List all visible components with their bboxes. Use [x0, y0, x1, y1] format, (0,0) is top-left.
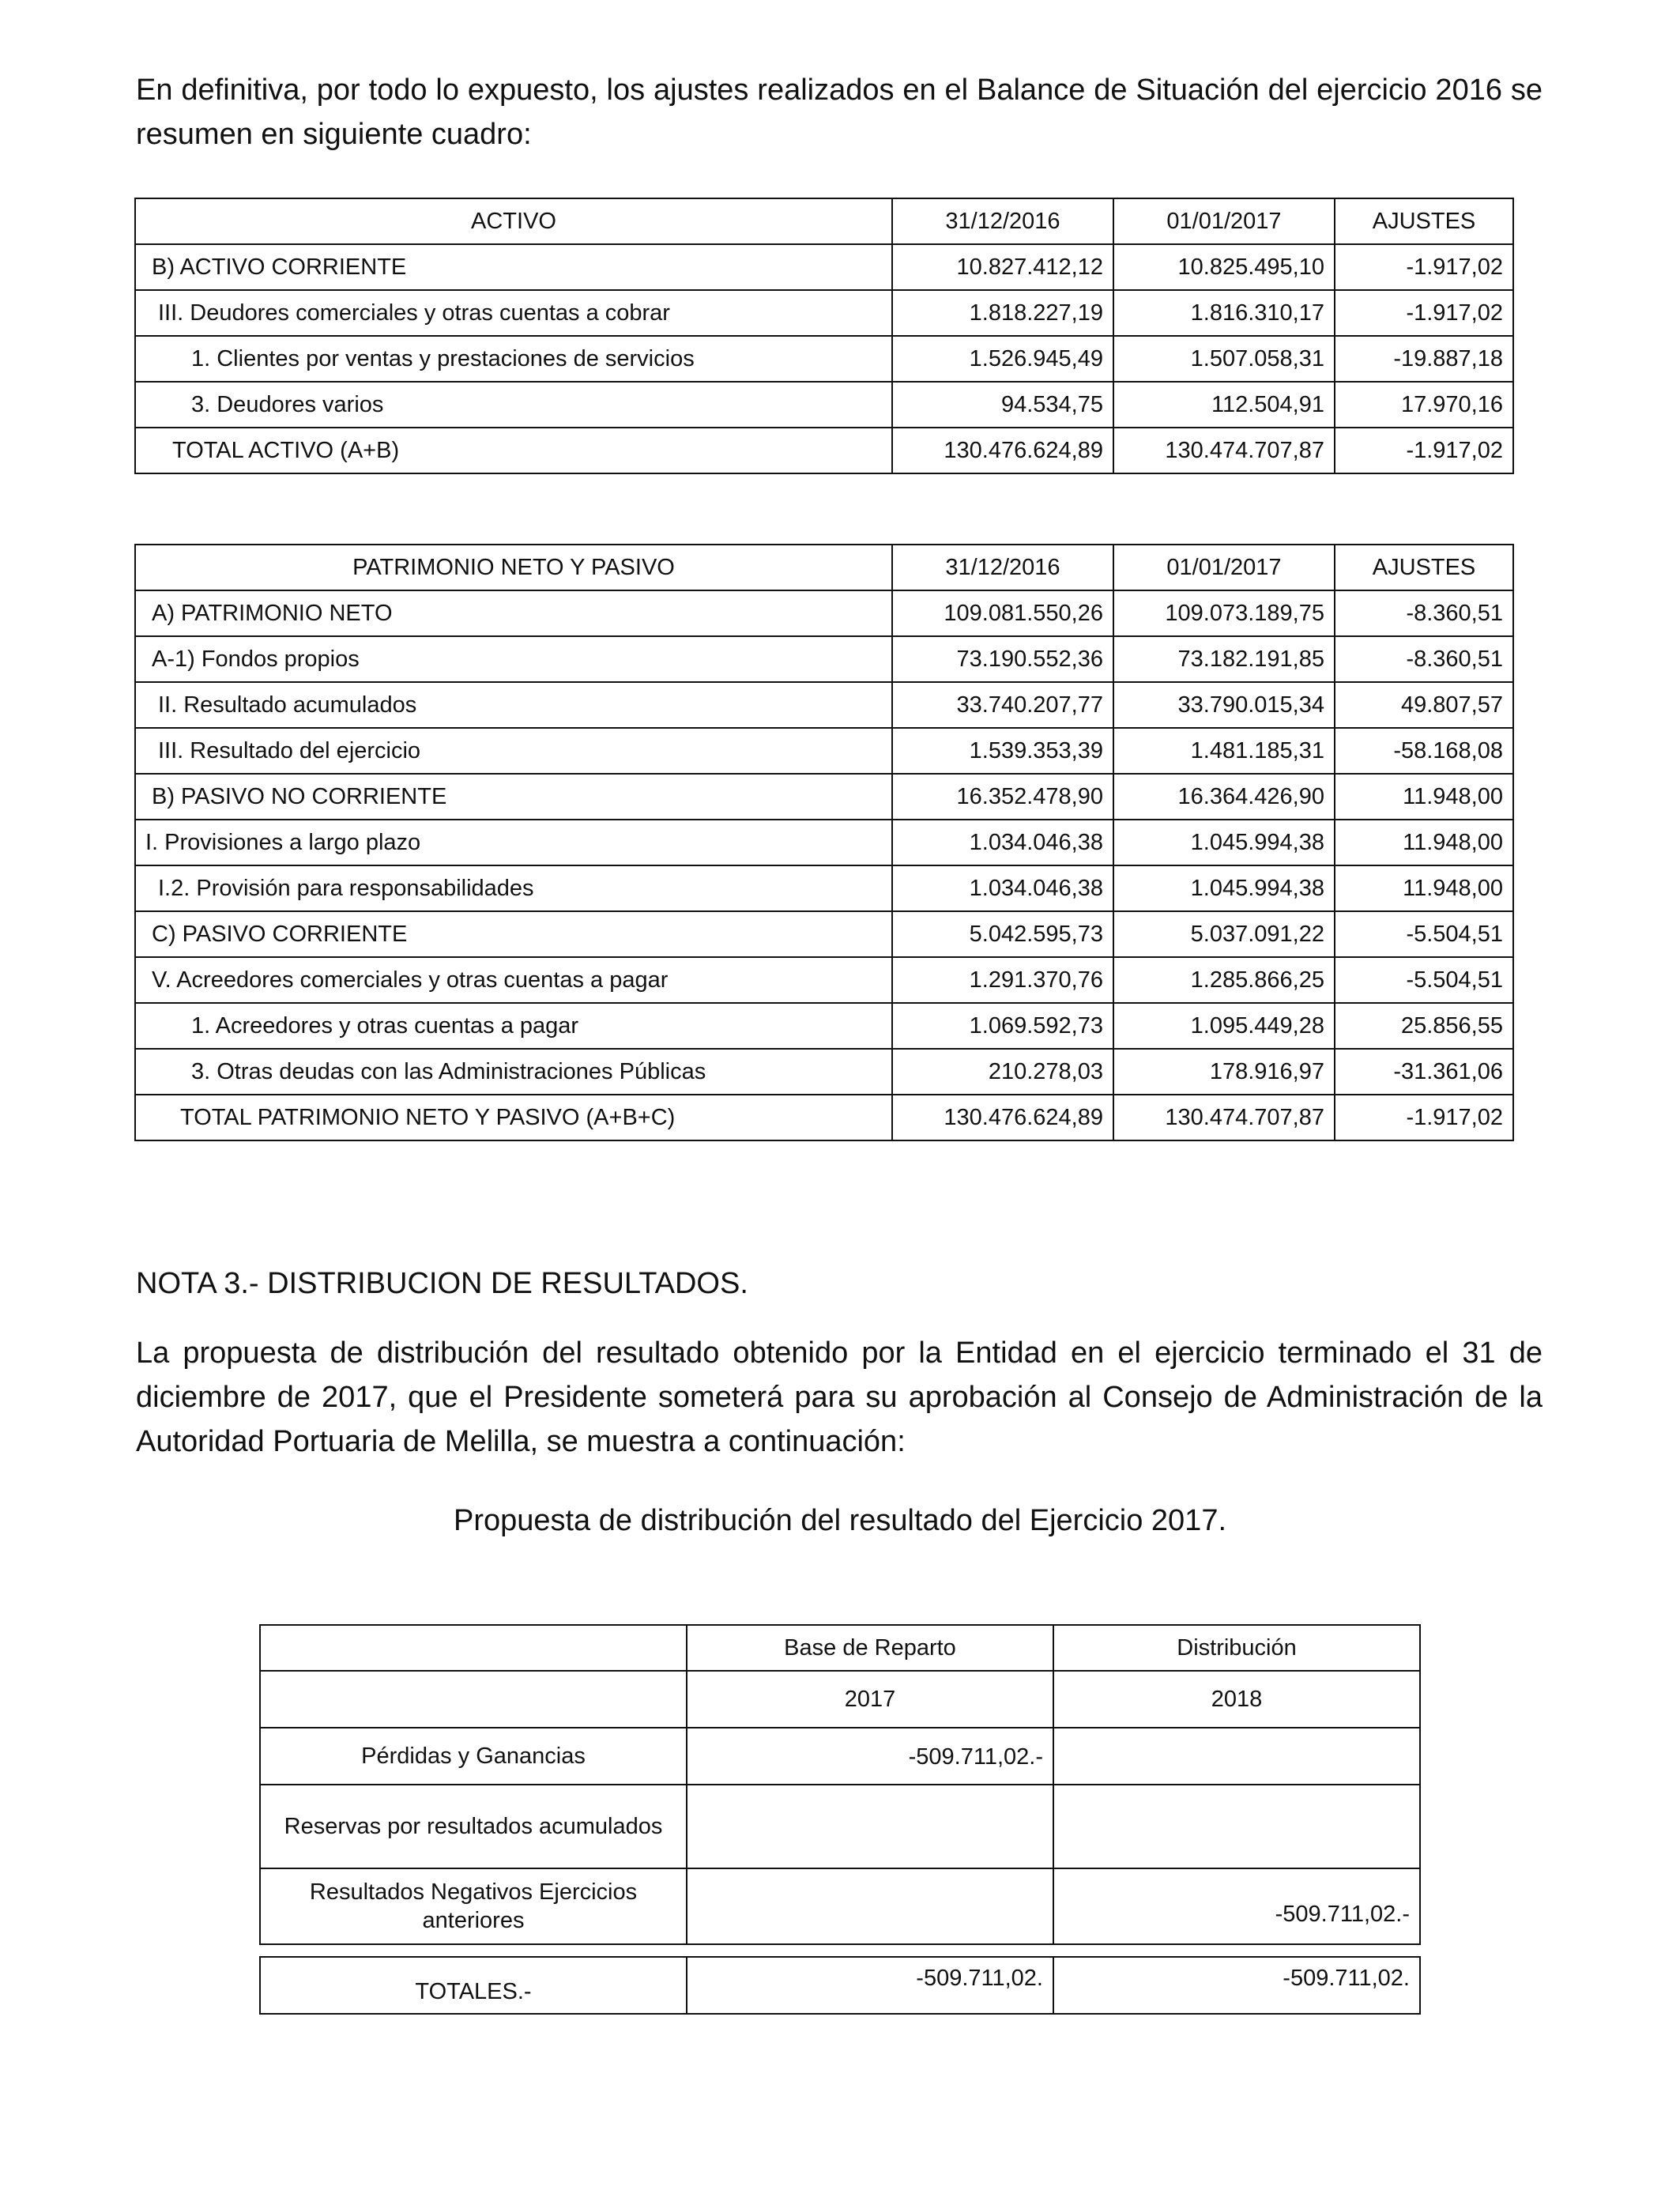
dist-row-base	[687, 1868, 1053, 1944]
row-ajuste: -58.168,08	[1335, 728, 1513, 774]
dist-year-row	[260, 1671, 1420, 1728]
row-value-2017: 1.285.866,25	[1113, 957, 1335, 1003]
row-value-2017: 112.504,91	[1113, 382, 1335, 428]
table-row	[135, 728, 1513, 774]
row-value-2016: 1.291.370,76	[892, 957, 1113, 1003]
table-row	[260, 1868, 1420, 1944]
dist-row-dist	[1053, 1728, 1420, 1785]
row-value-2016: 130.476.624,89	[892, 428, 1113, 473]
pasivo-header-label: PATRIMONIO NETO Y PASIVO	[135, 545, 892, 590]
pasivo-header-ajustes: AJUSTES	[1335, 545, 1513, 590]
table-row	[135, 1049, 1513, 1095]
row-value-2016: 94.534,75	[892, 382, 1113, 428]
row-value-2017: 1.095.449,28	[1113, 1003, 1335, 1049]
table-row	[135, 957, 1513, 1003]
distribution-totals-table	[259, 1956, 1421, 2015]
row-value-2017: 130.474.707,87	[1113, 1095, 1335, 1140]
nota-paragraph: La propuesta de distribución del resultado obtenido por la Entidad en el ejercicio terminado el 31 de diciembre de 2017, que el Presidente someterá para su aprobación al Consejo de Administración de la Autoridad Portuaria de Melilla, se muestra a continuación:	[136, 1336, 1543, 1458]
row-value-2017: 178.916,97	[1113, 1049, 1335, 1095]
row-label: B) PASIVO NO CORRIENTE	[135, 774, 892, 820]
row-ajuste: 25.856,55	[1335, 1003, 1513, 1049]
table-row	[135, 774, 1513, 820]
row-value-2017: 10.825.495,10	[1113, 244, 1335, 290]
dist-totals-base: -509.711,02.	[687, 1957, 1053, 2014]
pasivo-table	[134, 544, 1514, 1141]
row-value-2017: 1.045.994,38	[1113, 820, 1335, 865]
row-value-2016: 109.081.550,26	[892, 590, 1113, 636]
dist-row-base: -509.711,02.-	[687, 1728, 1053, 1785]
table-row	[260, 1728, 1420, 1785]
row-value-2017: 16.364.426,90	[1113, 774, 1335, 820]
table-row	[135, 428, 1513, 473]
dist-totals-dist: -509.711,02.	[1053, 1957, 1420, 2014]
row-label: II. Resultado acumulados	[135, 682, 892, 728]
table-row	[135, 636, 1513, 682]
row-value-2017: 1.481.185,31	[1113, 728, 1335, 774]
distribution-caption: Propuesta de distribución del resultado del Ejercicio 2017.	[453, 1504, 1227, 1537]
activo-table	[134, 198, 1514, 474]
table-row	[135, 244, 1513, 290]
row-ajuste: -1.917,02	[1335, 1095, 1513, 1140]
dist-header-empty	[260, 1625, 687, 1671]
table-row	[260, 1785, 1420, 1868]
activo-header-row	[135, 198, 1513, 244]
row-ajuste: 49.807,57	[1335, 682, 1513, 728]
dist-row-dist: -509.711,02.-	[1053, 1868, 1420, 1944]
activo-header-label: ACTIVO	[135, 198, 892, 244]
distribution-table	[259, 1624, 1421, 1945]
row-label: V. Acreedores comerciales y otras cuentas a pagar	[135, 957, 892, 1003]
row-value-2017: 130.474.707,87	[1113, 428, 1335, 473]
table-row	[135, 336, 1513, 382]
dist-row-base	[687, 1785, 1053, 1868]
dist-header-dist: Distribución	[1053, 1625, 1420, 1671]
table-row	[135, 590, 1513, 636]
row-value-2016: 73.190.552,36	[892, 636, 1113, 682]
row-value-2017: 1.816.310,17	[1113, 290, 1335, 336]
row-value-2016: 1.034.046,38	[892, 820, 1113, 865]
row-label: 1. Clientes por ventas y prestaciones de servicios	[135, 336, 892, 382]
table-row	[135, 865, 1513, 911]
dist-totals-label: TOTALES.-	[260, 1957, 687, 2014]
row-value-2016: 1.539.353,39	[892, 728, 1113, 774]
table-row	[135, 382, 1513, 428]
row-label: B) ACTIVO CORRIENTE	[135, 244, 892, 290]
pasivo-header-row	[135, 545, 1513, 590]
row-value-2016: 1.069.592,73	[892, 1003, 1113, 1049]
activo-header-ajustes: AJUSTES	[1335, 198, 1513, 244]
row-value-2016: 33.740.207,77	[892, 682, 1113, 728]
row-value-2017: 33.790.015,34	[1113, 682, 1335, 728]
dist-year-base: 2017	[687, 1671, 1053, 1728]
row-label: A-1) Fondos propios	[135, 636, 892, 682]
table-row	[135, 1003, 1513, 1049]
row-value-2016: 210.278,03	[892, 1049, 1113, 1095]
row-value-2016: 1.034.046,38	[892, 865, 1113, 911]
row-label: 1. Acreedores y otras cuentas a pagar	[135, 1003, 892, 1049]
row-label: I. Provisiones a largo plazo	[135, 820, 892, 865]
row-label: TOTAL ACTIVO (A+B)	[135, 428, 892, 473]
nota-heading: NOTA 3.- DISTRIBUCION DE RESULTADOS.	[136, 1267, 748, 1300]
row-ajuste: -1.917,02	[1335, 244, 1513, 290]
row-value-2016: 10.827.412,12	[892, 244, 1113, 290]
row-label: III. Deudores comerciales y otras cuentas a cobrar	[135, 290, 892, 336]
row-value-2017: 5.037.091,22	[1113, 911, 1335, 957]
row-ajuste: -8.360,51	[1335, 590, 1513, 636]
row-ajuste: -31.361,06	[1335, 1049, 1513, 1095]
row-value-2017: 1.507.058,31	[1113, 336, 1335, 382]
row-value-2017: 1.045.994,38	[1113, 865, 1335, 911]
dist-row-label: Pérdidas y Ganancias	[260, 1728, 687, 1785]
row-ajuste: 11.948,00	[1335, 820, 1513, 865]
row-ajuste: 17.970,16	[1335, 382, 1513, 428]
row-value-2017: 109.073.189,75	[1113, 590, 1335, 636]
row-value-2016: 1.818.227,19	[892, 290, 1113, 336]
table-row	[135, 682, 1513, 728]
dist-year-empty	[260, 1671, 687, 1728]
row-ajuste: -5.504,51	[1335, 957, 1513, 1003]
dist-row-dist	[1053, 1785, 1420, 1868]
row-label: 3. Otras deudas con las Administraciones Públicas	[135, 1049, 892, 1095]
row-label: TOTAL PATRIMONIO NETO Y PASIVO (A+B+C)	[135, 1095, 892, 1140]
row-label: 3. Deudores varios	[135, 382, 892, 428]
dist-row-label: Resultados Negativos Ejercicios anteriores	[260, 1868, 687, 1944]
activo-header-date2: 01/01/2017	[1113, 198, 1335, 244]
intro-paragraph: En definitiva, por todo lo expuesto, los ajustes realizados en el Balance de Situación del ejercicio 2016 se resumen en siguiente cuadro:	[136, 74, 1543, 151]
pasivo-header-date2: 01/01/2017	[1113, 545, 1335, 590]
dist-year-dist: 2018	[1053, 1671, 1420, 1728]
row-ajuste: -1.917,02	[1335, 428, 1513, 473]
row-ajuste: -5.504,51	[1335, 911, 1513, 957]
pasivo-header-date1: 31/12/2016	[892, 545, 1113, 590]
row-value-2017: 73.182.191,85	[1113, 636, 1335, 682]
dist-totals-row	[260, 1957, 1420, 2014]
row-label: C) PASIVO CORRIENTE	[135, 911, 892, 957]
row-value-2016: 16.352.478,90	[892, 774, 1113, 820]
table-row	[135, 820, 1513, 865]
row-label: A) PATRIMONIO NETO	[135, 590, 892, 636]
row-ajuste: -19.887,18	[1335, 336, 1513, 382]
dist-header-row	[260, 1625, 1420, 1671]
dist-row-label: Reservas por resultados acumulados	[260, 1785, 687, 1868]
table-row	[135, 290, 1513, 336]
row-ajuste: -8.360,51	[1335, 636, 1513, 682]
row-value-2016: 130.476.624,89	[892, 1095, 1113, 1140]
row-label: III. Resultado del ejercicio	[135, 728, 892, 774]
table-row	[135, 1095, 1513, 1140]
row-value-2016: 1.526.945,49	[892, 336, 1113, 382]
dist-header-base: Base de Reparto	[687, 1625, 1053, 1671]
table-row	[135, 911, 1513, 957]
row-ajuste: 11.948,00	[1335, 865, 1513, 911]
row-ajuste: 11.948,00	[1335, 774, 1513, 820]
row-label: I.2. Provisión para responsabilidades	[135, 865, 892, 911]
row-value-2016: 5.042.595,73	[892, 911, 1113, 957]
row-ajuste: -1.917,02	[1335, 290, 1513, 336]
activo-header-date1: 31/12/2016	[892, 198, 1113, 244]
